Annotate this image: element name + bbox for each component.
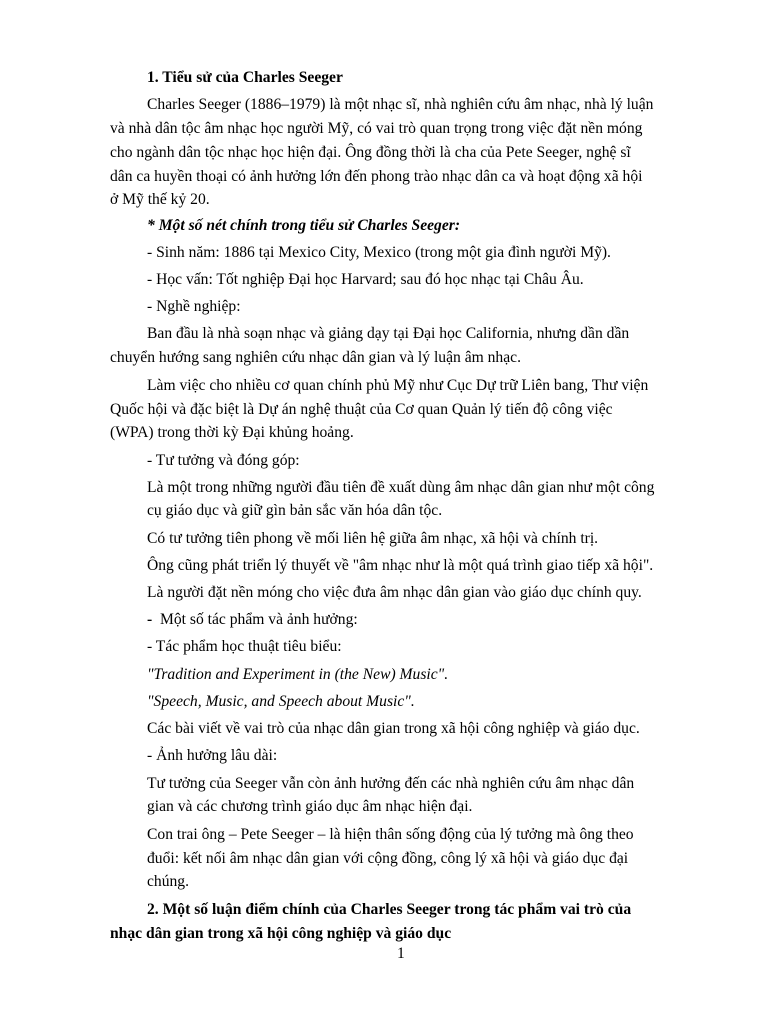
influence-p1-line-2: gian và các chương trình giáo dục âm nhạc hiện đại. bbox=[147, 798, 473, 815]
influence-p2-line-1: Con trai ông – Pete Seeger – là hiện thân sống động của lý tưởng mà ông theo bbox=[147, 826, 634, 843]
intro-line-4: dân ca huyền thoại có ảnh hưởng lớn đến phong trào nhạc dân ca và hoạt động xã hội bbox=[110, 168, 643, 185]
intro-line-1: Charles Seeger (1886–1979) là một nhạc sĩ, nhà nghiên cứu âm nhạc, nhà lý luận bbox=[147, 96, 654, 113]
career-label: - Nghề nghiệp: bbox=[147, 298, 241, 315]
birth-line: - Sinh năm: 1886 tại Mexico City, Mexico (trong một gia đình người Mỹ). bbox=[147, 244, 611, 261]
intro-line-5: ở Mỹ thế kỷ 20. bbox=[110, 191, 210, 208]
thought-p1-line-2: cụ giáo dục và giữ gìn bản sắc văn hóa dân tộc. bbox=[147, 502, 443, 519]
intro-line-2: và nhà dân tộc âm nhạc học người Mỹ, có vai trò quan trọng trong việc đặt nền móng bbox=[110, 120, 643, 137]
influence-p2-line-3: chúng. bbox=[147, 873, 190, 890]
work-title-1: "Tradition and Experiment in (the New) Music". bbox=[147, 666, 449, 683]
influence-p2-line-2: đuổi: kết nối âm nhạc dân gian với cộng đồng, công lý xã hội và giáo dục đại bbox=[147, 850, 629, 867]
subheading-highlights: * Một số nét chính trong tiểu sử Charles Seeger: bbox=[147, 217, 461, 234]
academic-label: - Tác phẩm học thuật tiêu biểu: bbox=[147, 638, 342, 655]
education-line: - Học vấn: Tốt nghiệp Đại học Harvard; sau đó học nhạc tại Châu Âu. bbox=[147, 271, 584, 288]
thought-p3: Ông cũng phát triển lý thuyết về "âm nhạc như là một quá trình giao tiếp xã hội". bbox=[147, 557, 654, 574]
heading-biography: 1. Tiểu sử của Charles Seeger bbox=[147, 69, 343, 86]
work-articles: Các bài viết về vai trò của nhạc dân gian trong xã hội công nghiệp và giáo dục. bbox=[147, 720, 640, 737]
thought-label: - Tư tưởng và đóng góp: bbox=[147, 452, 300, 469]
thought-p4: Là người đặt nền móng cho việc đưa âm nhạc dân gian vào giáo dục chính quy. bbox=[147, 584, 642, 601]
page-number: 1 bbox=[397, 945, 405, 962]
works-label-dash: - bbox=[147, 611, 153, 628]
works-label-text: Một số tác phẩm và ảnh hưởng: bbox=[160, 611, 358, 628]
work-title-2: "Speech, Music, and Speech about Music". bbox=[147, 693, 415, 710]
career-p2-line-2: Quốc hội và đặc biệt là Dự án nghệ thuật của Cơ quan Quản lý tiến độ công việc bbox=[110, 401, 613, 418]
influence-p1-line-1: Tư tưởng của Seeger vẫn còn ảnh hưởng đến các nhà nghiên cứu âm nhạc dân bbox=[147, 775, 635, 792]
works-label bbox=[147, 610, 358, 630]
thought-p1-line-1: Là một trong những người đầu tiên đề xuất dùng âm nhạc dân gian như một công bbox=[147, 479, 655, 496]
heading-arguments-line-1: 2. Một số luận điểm chính của Charles Seeger trong tác phẩm vai trò của bbox=[147, 901, 632, 918]
career-p1-line-1: Ban đầu là nhà soạn nhạc và giảng dạy tại Đại học California, nhưng dần dần bbox=[147, 325, 630, 342]
career-p2-line-1: Làm việc cho nhiều cơ quan chính phủ Mỹ như Cục Dự trữ Liên bang, Thư viện bbox=[147, 377, 649, 394]
career-p2-line-3: (WPA) trong thời kỳ Đại khủng hoảng. bbox=[110, 424, 354, 441]
thought-p2: Có tư tưởng tiên phong về mối liên hệ giữa âm nhạc, xã hội và chính trị. bbox=[147, 530, 599, 547]
heading-arguments-line-2: nhạc dân gian trong xã hội công nghiệp và giáo dục bbox=[110, 925, 452, 942]
intro-line-3: cho ngành dân tộc nhạc học hiện đại. Ông đồng thời là cha của Pete Seeger, nghệ sĩ bbox=[110, 144, 631, 161]
career-p1-line-2: chuyển hướng sang nghiên cứu nhạc dân gian và lý luận âm nhạc. bbox=[110, 349, 521, 366]
influence-label: - Ảnh hưởng lâu dài: bbox=[147, 747, 278, 764]
